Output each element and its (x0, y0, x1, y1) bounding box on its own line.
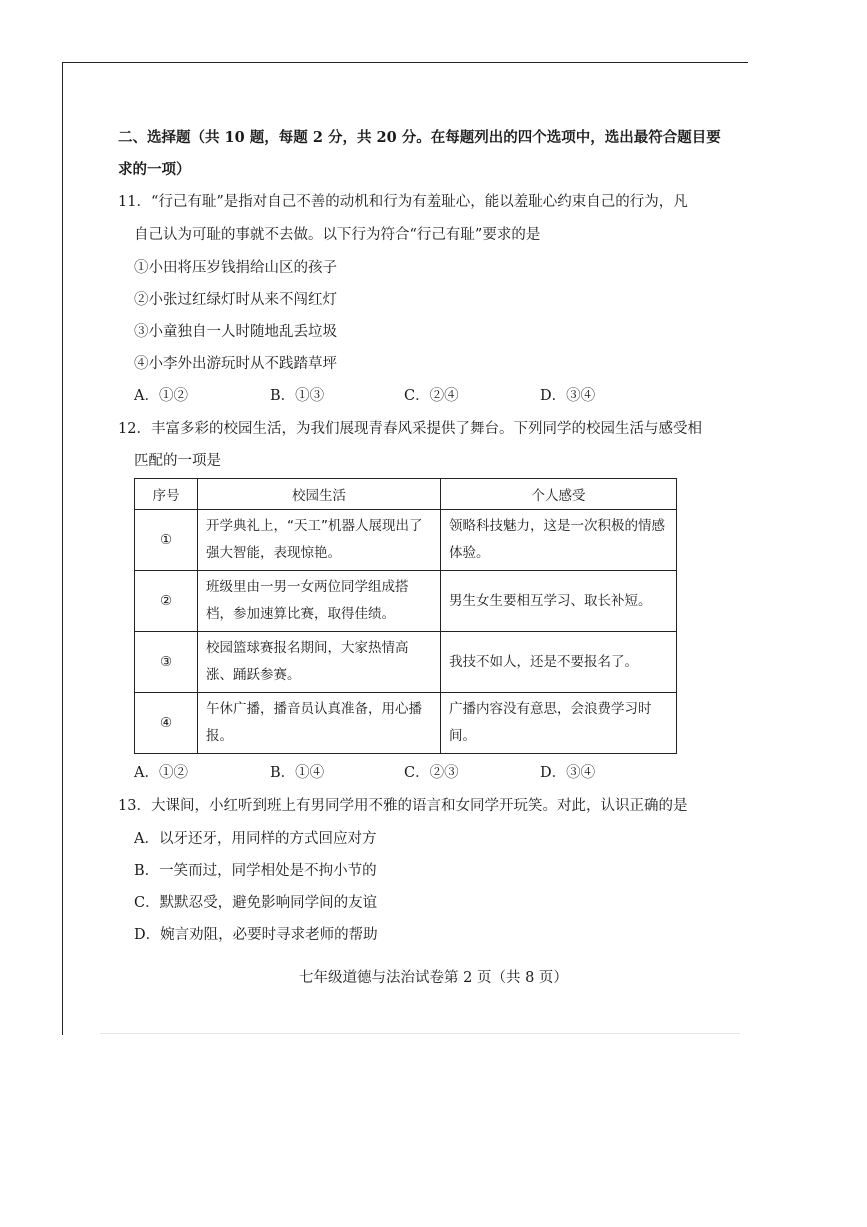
table-row (135, 571, 677, 632)
row-number: ② (135, 571, 198, 632)
q12-stem: 12．丰富多彩的校园生活，为我们展现青春风采提供了舞台。下列同学的校园生活与感受相 (118, 421, 702, 437)
section-heading: 二、选择题（共 10 题，每题 2 分，共 20 分。在每题列出的四个选项中，选出最符合题目要 (118, 129, 721, 146)
q13-option-c: C．默默忍受，避免影响同学间的友谊 (134, 895, 378, 911)
page-footer: 七年级道德与法治试卷第 2 页（共 8 页） (299, 970, 568, 986)
q12-option-a: A．①② (134, 765, 188, 781)
q11-option-a: A．①② (134, 388, 188, 404)
q13-option-b: B．一笑而过，同学相处是不拘小节的 (134, 863, 377, 879)
row-campus-life: 开学典礼上，“天工”机器人展现出了强大智能，表现惊艳。 (198, 510, 441, 571)
q11-item-3: ③小童独自一人时随地乱丢垃圾 (134, 324, 337, 340)
table-header-row (135, 479, 677, 510)
q12-option-d: D．③④ (540, 765, 596, 781)
row-feeling: 我技不如人，还是不要报名了。 (441, 632, 677, 693)
row-feeling: 广播内容没有意思，会浪费学习时间。 (441, 693, 677, 754)
page-border-top (62, 62, 748, 63)
header-number: 序号 (135, 479, 198, 510)
q11-item-1: ①小田将压岁钱捐给山区的孩子 (134, 260, 337, 276)
table-row (135, 632, 677, 693)
q11-option-c: C．②④ (404, 388, 459, 404)
q11-option-b: B．①③ (270, 388, 325, 404)
row-number: ① (135, 510, 198, 571)
row-campus-life: 班级里由一男一女两位同学组成搭档，参加速算比赛，取得佳绩。 (198, 571, 441, 632)
table-row (135, 693, 677, 754)
q11-option-d: D．③④ (540, 388, 596, 404)
row-campus-life: 午休广播，播音员认真准备，用心播报。 (198, 693, 441, 754)
q12-table (134, 478, 677, 754)
page-border-bottom (100, 1033, 740, 1034)
q11-item-4: ④小李外出游玩时从不践踏草坪 (134, 356, 337, 372)
header-campus-life: 校园生活 (198, 479, 441, 510)
row-campus-life: 校园篮球赛报名期间，大家热情高涨、踊跃参赛。 (198, 632, 441, 693)
q11-stem-cont: 自己认为可耻的事就不去做。以下行为符合“行己有耻”要求的是 (134, 227, 541, 243)
section-heading-cont: 求的一项） (118, 161, 191, 178)
q12-stem-cont: 匹配的一项是 (134, 453, 221, 469)
q13-stem: 13．大课间，小红听到班上有男同学用不雅的语言和女同学开玩笑。对此，认识正确的是 (118, 798, 688, 814)
q11-stem: 11．“行己有耻”是指对自己不善的动机和行为有羞耻心，能以羞耻心约束自己的行为，凡 (118, 194, 688, 210)
q12-option-c: C．②③ (404, 765, 459, 781)
row-number: ④ (135, 693, 198, 754)
q12-option-b: B．①④ (270, 765, 325, 781)
row-feeling: 领略科技魅力，这是一次积极的情感体验。 (441, 510, 677, 571)
row-number: ③ (135, 632, 198, 693)
q11-item-2: ②小张过红绿灯时从来不闯红灯 (134, 292, 337, 308)
q13-option-a: A．以牙还牙，用同样的方式回应对方 (134, 831, 377, 847)
q13-option-d: D．婉言劝阻，必要时寻求老师的帮助 (134, 927, 378, 943)
header-feeling: 个人感受 (441, 479, 677, 510)
page-border-left (62, 62, 63, 1035)
row-feeling: 男生女生要相互学习、取长补短。 (441, 571, 677, 632)
table-row (135, 510, 677, 571)
